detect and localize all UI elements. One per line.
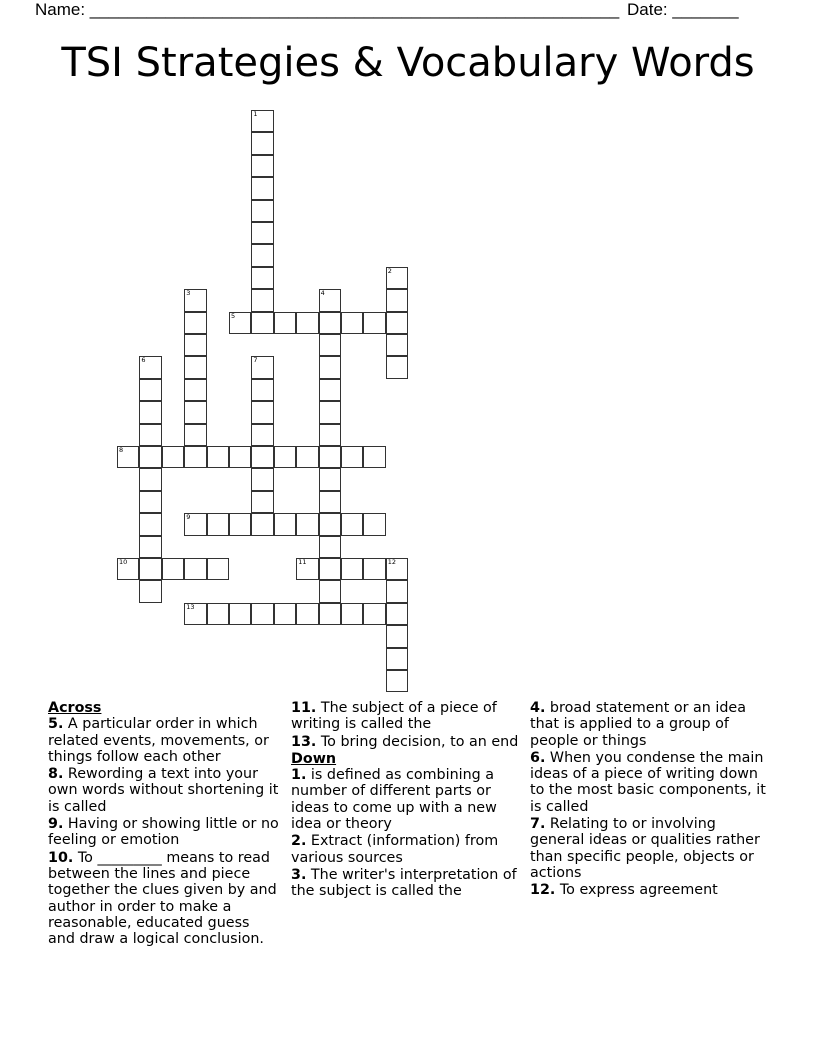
clue-number: 10. [48, 849, 74, 866]
grid-cell[interactable] [184, 558, 206, 580]
clue-number: 5 [231, 311, 236, 320]
across-heading: Across [48, 700, 102, 716]
grid-cell[interactable] [319, 289, 341, 311]
grid-cell[interactable] [319, 558, 341, 580]
clue-number: 6 [141, 356, 146, 365]
across-clue [48, 816, 280, 849]
grid-cell[interactable] [363, 513, 385, 535]
grid-cell[interactable] [386, 603, 408, 625]
grid-cell[interactable] [319, 424, 341, 446]
grid-cell[interactable] [139, 446, 161, 468]
across-clue [48, 766, 280, 815]
clue-text: A particular order in which related events, movements, or things follow each other [48, 716, 269, 765]
grid-cell[interactable] [386, 558, 408, 580]
across-clue [291, 734, 523, 750]
grid-cell[interactable] [207, 446, 229, 468]
grid-cell[interactable] [386, 267, 408, 289]
down-clue [291, 833, 523, 866]
across-clue [48, 716, 280, 765]
grid-cell[interactable] [319, 603, 341, 625]
grid-cell[interactable] [139, 356, 161, 378]
grid-cell[interactable] [251, 356, 273, 378]
grid-cell[interactable] [251, 110, 273, 132]
grid-cell[interactable] [274, 446, 296, 468]
clue-number: 13. [291, 733, 317, 750]
down-clue [291, 867, 523, 900]
grid-cell[interactable] [386, 356, 408, 378]
grid-cell[interactable] [251, 200, 273, 222]
clues-column-2 [291, 700, 523, 901]
grid-cell[interactable] [341, 312, 363, 334]
grid-cell[interactable] [386, 580, 408, 602]
grid-cell[interactable] [251, 177, 273, 199]
grid-cell[interactable] [319, 536, 341, 558]
clue-number: 5. [48, 716, 64, 733]
grid-cell[interactable] [229, 446, 251, 468]
grid-cell[interactable] [274, 603, 296, 625]
grid-cell[interactable] [296, 446, 318, 468]
grid-cell[interactable] [184, 513, 206, 535]
clue-text: is defined as combining a number of different parts or ideas to come up with a new idea or theory [291, 767, 497, 833]
grid-cell[interactable] [363, 558, 385, 580]
grid-cell[interactable] [341, 558, 363, 580]
grid-cell[interactable] [229, 513, 251, 535]
grid-cell[interactable] [251, 491, 273, 513]
clue-number: 8 [119, 446, 124, 454]
clue-number: 11 [298, 558, 307, 566]
clue-number: 7 [253, 356, 258, 365]
grid-cell[interactable] [319, 446, 341, 468]
clue-number: 1 [253, 110, 258, 118]
grid-cell[interactable] [251, 603, 273, 625]
grid-cell[interactable] [386, 648, 408, 670]
grid-cell[interactable] [363, 446, 385, 468]
grid-cell[interactable] [184, 289, 206, 311]
clue-text: The subject of a piece of writing is called the [291, 700, 497, 733]
clue-text: To express agreement [555, 882, 718, 899]
clue-number: 3 [186, 289, 191, 298]
grid-cell[interactable] [296, 312, 318, 334]
clue-number: 12 [387, 558, 397, 566]
grid-cell[interactable] [386, 334, 408, 356]
clue-text: To _________ means to read between the lines and piece together the clues given by and author in order to make a reasonable, educated guess and draw a logical conclusion. [48, 849, 277, 948]
grid-cell[interactable] [184, 312, 206, 334]
down-clue [530, 750, 770, 815]
grid-cell[interactable] [319, 491, 341, 513]
grid-cell[interactable] [139, 491, 161, 513]
grid-cell[interactable] [341, 446, 363, 468]
grid-cell[interactable] [162, 446, 184, 468]
grid-cell[interactable] [251, 222, 273, 244]
grid-cell[interactable] [139, 401, 161, 423]
clue-number: 2. [291, 833, 307, 850]
grid-cell[interactable] [386, 312, 408, 334]
clue-number: 7. [530, 816, 546, 833]
clue-number: 1. [291, 767, 307, 784]
grid-cell[interactable] [251, 155, 273, 177]
grid-cell[interactable] [319, 401, 341, 423]
clue-number: 4 [320, 289, 325, 298]
clue-number: 6. [530, 749, 546, 766]
clue-number: 4. [530, 700, 546, 716]
grid-cell[interactable] [251, 513, 273, 535]
grid-cell[interactable] [139, 379, 161, 401]
clue-number: 11. [291, 700, 317, 716]
grid-cell[interactable] [341, 603, 363, 625]
clue-number: 3. [291, 866, 307, 883]
grid-cell[interactable] [139, 580, 161, 602]
grid-cell[interactable] [251, 289, 273, 311]
grid-cell[interactable] [207, 603, 229, 625]
grid-cell[interactable] [319, 468, 341, 490]
down-clue [291, 767, 523, 832]
grid-cell[interactable] [184, 401, 206, 423]
grid-cell[interactable] [184, 603, 206, 625]
page-title: TSI Strategies & Vocabulary Words [61, 40, 755, 86]
clue-text: Extract (information) from various sources [291, 833, 499, 866]
grid-cell[interactable] [319, 312, 341, 334]
down-heading: Down [291, 750, 337, 767]
grid-cell[interactable] [319, 334, 341, 356]
across-clue [291, 700, 523, 733]
clue-number: 8. [48, 766, 64, 783]
clue-text: To bring decision, to an end [316, 733, 519, 750]
grid-cell[interactable] [117, 446, 139, 468]
grid-cell[interactable] [319, 580, 341, 602]
grid-cell[interactable] [274, 312, 296, 334]
clue-number: 12. [530, 882, 556, 899]
grid-cell[interactable] [319, 379, 341, 401]
clue-text: Having or showing little or no feeling or emotion [48, 816, 279, 849]
grid-cell[interactable] [139, 424, 161, 446]
grid-cell[interactable] [251, 401, 273, 423]
grid-cell[interactable] [184, 334, 206, 356]
grid-cell[interactable] [229, 312, 251, 334]
clue-number: 9 [186, 513, 191, 522]
grid-cell[interactable] [274, 513, 296, 535]
grid-cell[interactable] [296, 558, 318, 580]
clue-number: 10 [119, 558, 128, 566]
across-clue [48, 850, 280, 948]
grid-cell[interactable] [319, 356, 341, 378]
grid-cell[interactable] [341, 513, 363, 535]
clue-text: Relating to or involving general ideas or qualities rather than specific people, objects or actions [530, 816, 760, 881]
grid-cell[interactable] [363, 603, 385, 625]
grid-cell[interactable] [251, 446, 273, 468]
grid-cell[interactable] [296, 513, 318, 535]
grid-cell[interactable] [296, 603, 318, 625]
clue-number: 2 [387, 266, 392, 275]
grid-cell[interactable] [117, 558, 139, 580]
grid-cell[interactable] [251, 468, 273, 490]
clue-text: Rewording a text into your own words without shortening it is called [48, 766, 279, 815]
grid-cell[interactable] [184, 356, 206, 378]
grid-cell[interactable] [139, 468, 161, 490]
date-field-label: Date: _______ [627, 0, 739, 19]
grid-cell[interactable] [139, 513, 161, 535]
grid-cell[interactable] [251, 244, 273, 266]
grid-cell[interactable] [207, 513, 229, 535]
clue-number: 13 [186, 602, 195, 611]
clue-text: When you condense the main ideas of a piece of writing down to the most basic components, it is called [530, 749, 766, 815]
grid-cell[interactable] [363, 312, 385, 334]
grid-cell[interactable] [251, 379, 273, 401]
grid-cell[interactable] [162, 558, 184, 580]
grid-cell[interactable] [386, 625, 408, 647]
grid-cell[interactable] [229, 603, 251, 625]
grid-cell[interactable] [139, 558, 161, 580]
grid-cell[interactable] [251, 132, 273, 154]
grid-cell[interactable] [139, 536, 161, 558]
grid-cell[interactable] [251, 312, 273, 334]
grid-cell[interactable] [386, 670, 408, 692]
grid-cell[interactable] [319, 513, 341, 535]
grid-cell[interactable] [184, 424, 206, 446]
grid-cell[interactable] [251, 424, 273, 446]
grid-cell[interactable] [184, 379, 206, 401]
clue-text: broad statement or an idea that is applied to a group of people or things [530, 700, 746, 749]
clues-column-3 [530, 700, 770, 900]
grid-cell[interactable] [251, 267, 273, 289]
grid-cell[interactable] [386, 289, 408, 311]
clue-number: 9. [48, 816, 64, 833]
grid-cell[interactable] [184, 446, 206, 468]
down-clue [530, 816, 770, 881]
down-clue [530, 700, 770, 749]
name-field-label: Name: ________________________________________________________ [35, 0, 620, 19]
grid-cell[interactable] [207, 558, 229, 580]
clues-column-1 [48, 700, 280, 948]
clue-text: The writer's interpretation of the subject is called the [291, 866, 517, 900]
down-clue [530, 882, 770, 898]
